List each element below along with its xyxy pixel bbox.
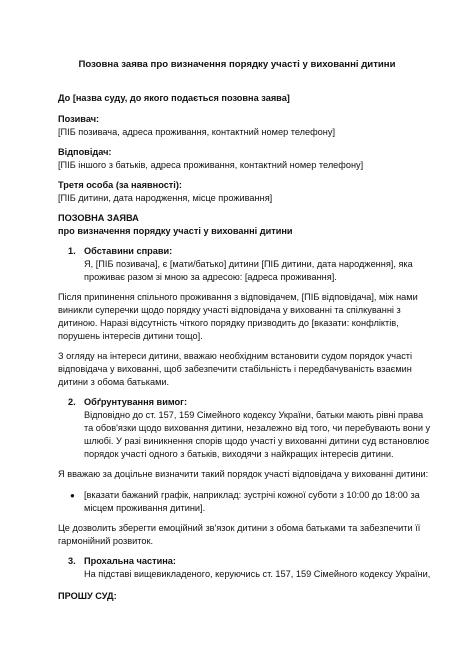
- claim-subheading: про визначення порядку участі у вихованні дитини: [58, 226, 293, 236]
- third-party-label: Третя особа (за наявності):: [58, 180, 182, 190]
- claim-heading: ПОЗОВНА ЗАЯВА: [58, 213, 139, 223]
- paragraph-line: З огляду на інтереси дитини, вважаю необхідним встановити судом порядок участі: [58, 351, 413, 361]
- document-title: Позовна заява про визначення порядку участі у вихованні дитини: [78, 59, 396, 70]
- section-3-line: На підставі вищевикладеного, керуючись ст. 157, 159 Сімейного кодексу України,: [84, 569, 431, 579]
- paragraph-line: порушень інтересів дитини тощо].: [58, 331, 203, 341]
- court-line: До [назва суду, до якого подається позовна заява]: [58, 93, 290, 103]
- third-party-value: [ПІБ дитини, дата народження, місце проживання]: [58, 193, 273, 203]
- defendant-value: [ПІБ іншого з батьків, адреса проживання, контактний номер телефону]: [58, 160, 364, 170]
- section-2-line: Відповідно до ст. 157, 159 Сімейного кодексу України, батьки мають рівні права: [84, 410, 424, 420]
- paragraph-line: дитини з обома батьками.: [58, 377, 170, 387]
- section-2-line: та обов'язки щодо виховання дитини, незалежно від того, чи перебувають вони у: [84, 423, 431, 433]
- section-2-line: порядок участі одного з батьків, виходячи з найкращих інтересів дитини.: [84, 449, 394, 459]
- section-3-number: 3.: [68, 556, 76, 566]
- section-1-line: Я, [ПІБ позивача], є [мати/батько] дитини [ПІБ дитини, дата народження], яка: [84, 259, 413, 269]
- plaintiff-label: Позивач:: [58, 114, 100, 124]
- section-2-label: Обґрунтування вимог:: [84, 397, 188, 407]
- section-2-number: 2.: [68, 397, 76, 407]
- request-heading: ПРОШУ СУД:: [58, 591, 117, 601]
- paragraph-line: відповідача у вихованні, щоб забезпечити стабільність і передбачуваність взаємин: [58, 364, 412, 374]
- section-2-line: шлюбі. У разі виникнення спорів щодо участі у вихованні дитини суд встановлює: [84, 436, 430, 446]
- bullet-line: місцем проживання дитини].: [84, 503, 206, 513]
- bullet-icon: ●: [70, 491, 75, 500]
- defendant-label: Відповідач:: [58, 147, 112, 157]
- section-1-number: 1.: [68, 246, 76, 256]
- section-1-label: Обставини справи:: [84, 246, 173, 256]
- paragraph-line: Я вважаю за доцільне визначити такий порядок участі відповідача у вихованні дитини:: [58, 469, 429, 479]
- paragraph-line: дитиною. Наразі відсутність чіткого порядку призводить до [вказати: конфліктів,: [58, 318, 399, 328]
- paragraph-line: виникли суперечки щодо порядку участі відповідача у вихованні та спілкуванні з: [58, 305, 401, 315]
- paragraph-line: гармонійний розвиток.: [58, 536, 154, 546]
- section-3-label: Прохальна частина:: [84, 556, 176, 566]
- plaintiff-value: [ПІБ позивача, адреса проживання, контактний номер телефону]: [58, 127, 336, 137]
- section-1-line: проживає разом зі мною за адресою: [адреса проживання].: [84, 272, 337, 282]
- paragraph-line: Після припинення спільного проживання з відповідачем, [ПІБ відповідача], між нами: [58, 292, 418, 302]
- bullet-line: [вказати бажаний графік, наприклад: зустрічі кожної суботи з 10:00 до 18:00 за: [84, 490, 420, 500]
- paragraph-line: Це дозволить зберегти емоційний зв'язок дитини з обома батьками та забезпечити її: [58, 523, 421, 533]
